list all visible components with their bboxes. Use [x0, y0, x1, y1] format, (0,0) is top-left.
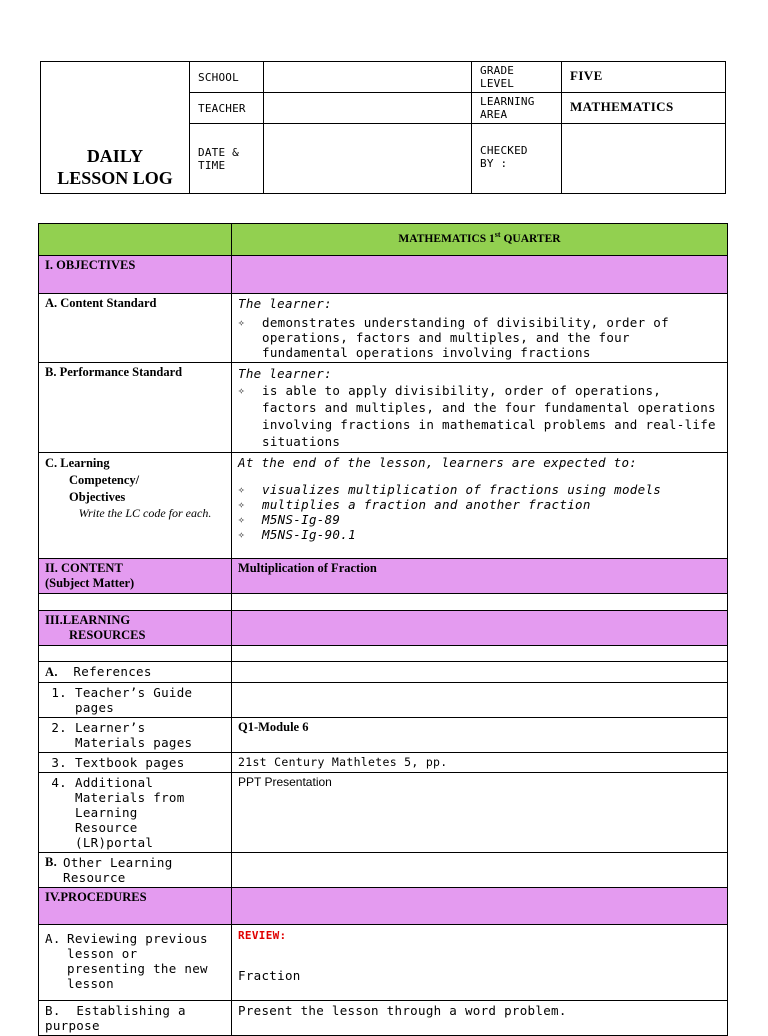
- title-line-1: DAILY: [86, 146, 144, 166]
- procedure-a-label: A. Reviewing previous lesson or presenting the new lesson: [39, 925, 232, 1001]
- resources-row: [39, 611, 728, 646]
- procedure-b-row: [39, 1001, 728, 1036]
- quarter-row-blank: [39, 224, 232, 256]
- procedure-a-cell: [232, 925, 728, 1001]
- lesson-table: [38, 223, 728, 1036]
- list-item: ✧ multiplies a fraction and another fraction: [238, 497, 591, 512]
- diamond-bullet-icon: ✧: [238, 498, 245, 511]
- header-grid: [190, 62, 725, 193]
- other-resource-label: B. Other Learning Resource: [39, 853, 232, 888]
- area-value[interactable]: MATHEMATICS: [562, 93, 725, 124]
- performance-standard-cell: [232, 363, 728, 453]
- procedures-blank: [232, 888, 728, 925]
- list-item: ✧ is able to apply divisibility, order of operations, factors and multiples, and the four fundamental operations involving fractions in mathematical problems and real-life situations: [238, 383, 716, 449]
- quarter-row: [39, 224, 728, 256]
- competency-intro: At the end of the lesson, learners are expected to:: [238, 455, 638, 470]
- content-label: II. CONTENT (Subject Matter): [39, 559, 232, 594]
- reference-value-2: Q1-Module 6: [232, 718, 728, 753]
- content-standard-row: [39, 294, 728, 363]
- table-row: [39, 718, 728, 753]
- content-value: Multiplication of Fraction: [232, 559, 728, 594]
- list-item: ✧ M5NS-Ig-90.1: [238, 527, 356, 542]
- list-item: ✧ M5NS-Ig-89: [238, 512, 341, 527]
- reference-value-4: PPT Presentation: [232, 773, 728, 853]
- objectives-blank: [232, 256, 728, 294]
- reference-item-4: 4. Additional Materials from Learning Resource (LR)portal: [39, 773, 232, 853]
- diamond-bullet-icon: ✧: [238, 384, 245, 397]
- procedures-row: [39, 888, 728, 925]
- spacer-row: [39, 646, 728, 662]
- diamond-bullet-icon: ✧: [238, 316, 245, 329]
- list-item: ✧ visualizes multiplication of fractions using models: [238, 482, 662, 497]
- teacher-field[interactable]: [264, 93, 472, 124]
- date-label: DATE & TIME: [190, 124, 264, 193]
- review-label: REVIEW:: [238, 929, 287, 942]
- objectives-heading: I. OBJECTIVES: [39, 256, 232, 294]
- competency-row: [39, 453, 728, 559]
- content-standard-list: [238, 315, 721, 360]
- teacher-label: TEACHER: [190, 93, 264, 124]
- objectives-row: [39, 256, 728, 294]
- reference-value-1: [232, 683, 728, 718]
- content-standard-label: A. Content Standard: [39, 294, 232, 363]
- performance-standard-list: [238, 382, 721, 450]
- document-title: [41, 62, 190, 193]
- competency-list: [238, 482, 721, 542]
- review-value: Fraction: [238, 968, 301, 983]
- reference-item-2: 2. Learner’s Materials pages: [39, 718, 232, 753]
- performance-standard-label: B. Performance Standard: [39, 363, 232, 453]
- table-row: [39, 773, 728, 853]
- header-box: [40, 61, 726, 194]
- quarter-heading: MATHEMATICS 1st QUARTER: [232, 224, 728, 256]
- grade-label: GRADE LEVEL: [472, 62, 562, 93]
- title-line-2: LESSON LOG: [57, 168, 173, 188]
- procedure-a-row: [39, 925, 728, 1001]
- spacer-row: [39, 594, 728, 611]
- date-field[interactable]: [264, 124, 472, 193]
- diamond-bullet-icon: ✧: [238, 513, 245, 526]
- school-field[interactable]: [264, 62, 472, 93]
- content-standard-cell: [232, 294, 728, 363]
- grade-value[interactable]: FIVE: [562, 62, 725, 93]
- area-label: LEARNING AREA: [472, 93, 562, 124]
- reference-value-3: 21st Century Mathletes 5, pp.: [232, 753, 728, 773]
- other-resource-row: [39, 853, 728, 888]
- competency-cell: [232, 453, 728, 559]
- competency-label: C. Learning Competency/ Objectives Write the LC code for each.: [39, 453, 232, 559]
- school-label: SCHOOL: [190, 62, 264, 93]
- diamond-bullet-icon: ✧: [238, 483, 245, 496]
- procedure-b-value: Present the lesson through a word problem.: [232, 1001, 728, 1036]
- list-item: ✧ demonstrates understanding of divisibility, order of operations, factors and multiples, and the four fundamental operations involving fractions: [238, 315, 669, 360]
- references-row: [39, 662, 728, 683]
- reference-item-1: 1. Teacher’s Guide pages: [39, 683, 232, 718]
- diamond-bullet-icon: ✧: [238, 528, 245, 541]
- table-row: [39, 683, 728, 718]
- lc-code-note: Write the LC code for each.: [78, 506, 212, 520]
- performance-standard-row: [39, 363, 728, 453]
- reference-item-3: 3. Textbook pages: [39, 753, 232, 773]
- performance-standard-intro: The learner:: [238, 366, 332, 381]
- checked-label: CHECKED BY :: [472, 124, 562, 193]
- procedures-heading: IV.PROCEDURES: [39, 888, 232, 925]
- resources-blank: [232, 611, 728, 646]
- content-row: [39, 559, 728, 594]
- resources-label: III.LEARNING RESOURCES: [39, 611, 232, 646]
- checked-field[interactable]: [562, 124, 725, 193]
- content-standard-intro: The learner:: [238, 296, 332, 311]
- table-row: [39, 753, 728, 773]
- references-label: A. References: [39, 662, 232, 683]
- procedure-b-label: B. Establishing a purpose: [39, 1001, 232, 1036]
